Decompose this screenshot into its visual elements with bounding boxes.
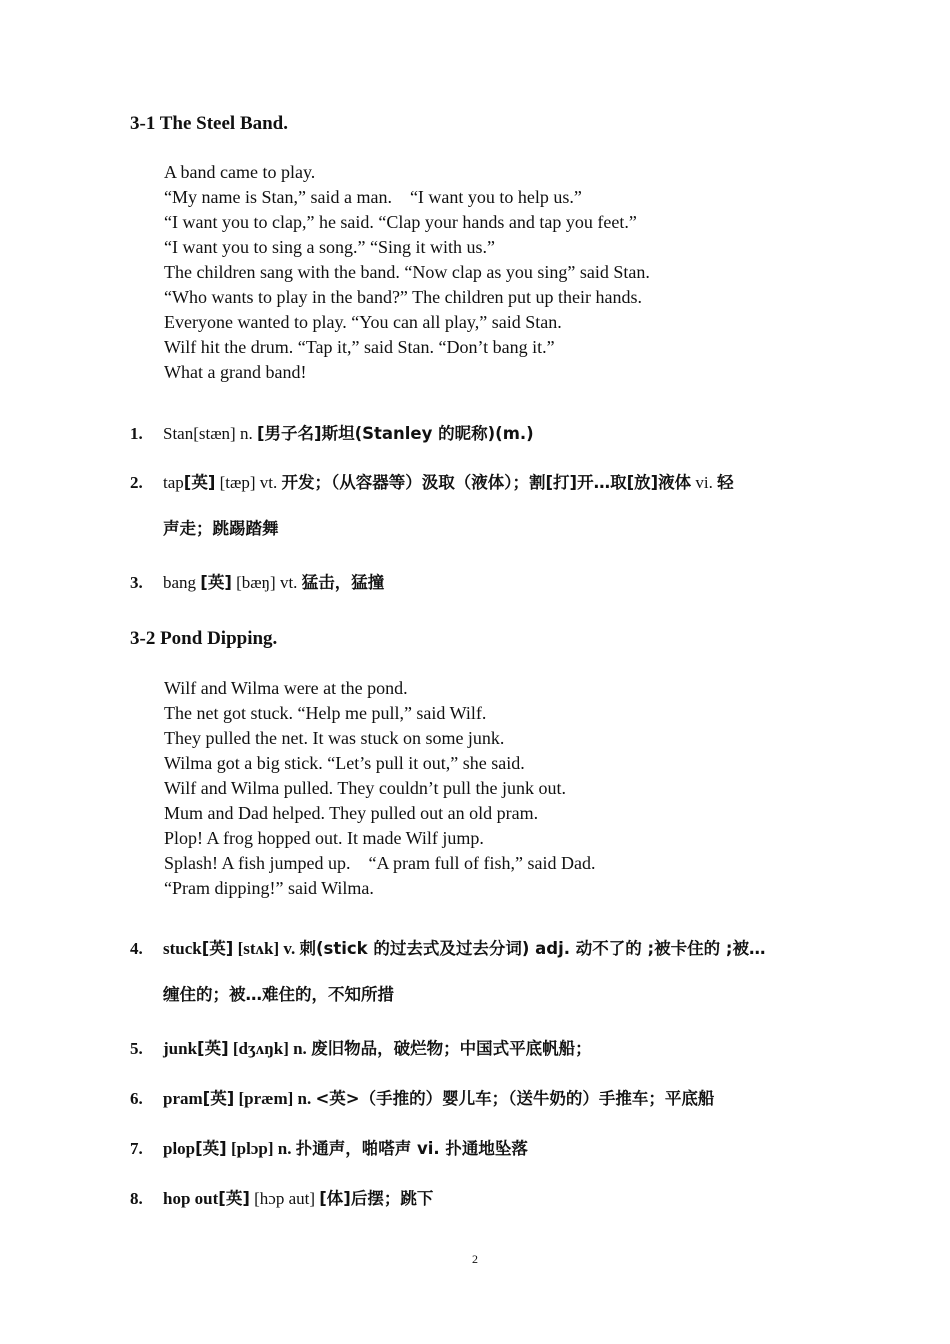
story-line: “My name is Stan,” said a man. “I want you to help us.” <box>164 187 582 207</box>
vocab-word: pram <box>163 1089 203 1108</box>
vocab-item <box>130 1137 850 1161</box>
story-line: “Pram dipping!” said Wilma. <box>164 878 374 898</box>
vocab-item <box>130 1037 850 1061</box>
vocab-definition: 猛击，猛撞 <box>301 573 385 592</box>
vocab-word: plop <box>163 1139 196 1158</box>
vocab-word: Stan[stæn] n. <box>163 424 257 443</box>
vocab-definition: 开发；（从容器等）汲取（液体）；割[打]开…取[放]液体 <box>281 473 692 492</box>
vocab-word: junk <box>163 1039 198 1058</box>
vocab-word: stuck <box>163 939 202 958</box>
story-line: Plop! A frog hopped out. It made Wilf jump. <box>164 828 484 848</box>
story-text <box>164 160 650 385</box>
vocab-item <box>130 460 850 552</box>
story-line: Wilf hit the drum. “Tap it,” said Stan. “Don’t bang it.” <box>164 337 555 357</box>
vocab-definition-continued: 声走；跳踢踏舞 <box>163 519 279 538</box>
story-line: What a grand band! <box>164 362 307 382</box>
vocab-number: 3. <box>130 573 143 592</box>
vocab-definition: 扑通声，啪嗒声 vi. 扑通地坠落 <box>295 1139 528 1158</box>
vocab-phonetic: [bæŋ] vt. <box>231 573 302 592</box>
story-line: The net got stuck. “Help me pull,” said Wilf. <box>164 703 487 723</box>
vocab-number: 6. <box>130 1089 143 1108</box>
story-line: Everyone wanted to play. “You can all play,” said Stan. <box>164 312 562 332</box>
vocab-word: bang <box>163 573 201 592</box>
vocab-phonetic: [stʌk] v. <box>233 939 300 958</box>
story-line: Wilf and Wilma were at the pond. <box>164 678 408 698</box>
vocab-number: 2. <box>130 473 143 492</box>
vocab-definition: 废旧物品，破烂物；中国式平底帆船； <box>311 1039 592 1058</box>
vocab-definition: 轻 <box>717 473 734 492</box>
vocab-phonetic: [hɔp aut] <box>249 1189 320 1208</box>
vocab-phonetic: [dʒʌŋk] n. <box>228 1039 312 1058</box>
section-title: 3-2 Pond Dipping. <box>130 628 278 649</box>
story-line: Wilma got a big stick. “Let’s pull it out,” she said. <box>164 753 525 773</box>
vocab-pos: vi. <box>691 473 718 492</box>
vocab-label: [英] <box>218 1189 250 1208</box>
vocab-number: 5. <box>130 1039 143 1058</box>
story-line: The children sang with the band. “Now clap as you sing” said Stan. <box>164 262 650 282</box>
story-text <box>164 676 595 901</box>
vocab-number: 8. <box>130 1189 143 1208</box>
vocab-item <box>130 1087 850 1111</box>
story-line: They pulled the net. It was stuck on some junk. <box>164 728 505 748</box>
story-line: “I want you to sing a song.” “Sing it with us.” <box>164 237 495 257</box>
story-line: “Who wants to play in the band?” The children put up their hands. <box>164 287 643 307</box>
vocab-label: [英] <box>195 1139 227 1158</box>
vocab-label: [英] <box>183 473 216 492</box>
vocab-number: 1. <box>130 424 143 443</box>
vocab-label: [英] <box>201 939 234 958</box>
vocab-definition: [男子名]斯坦(Stanley 的昵称)(m.) <box>256 424 534 443</box>
vocab-label: [英] <box>197 1039 229 1058</box>
vocab-label: [英] <box>202 1089 235 1108</box>
vocab-number: 7. <box>130 1139 143 1158</box>
vocab-item <box>130 926 850 1018</box>
story-line: Mum and Dad helped. They pulled out an old pram. <box>164 803 539 823</box>
vocab-phonetic: [præm] n. <box>234 1089 316 1108</box>
vocab-item <box>130 422 850 446</box>
story-line: Splash! A fish jumped up. “A pram full of fish,” said Dad. <box>164 853 596 873</box>
vocab-item <box>130 1187 850 1211</box>
section-title: 3-1 The Steel Band. <box>130 113 289 134</box>
story-line: “I want you to clap,” he said. “Clap your hands and tap you feet.” <box>164 212 637 232</box>
vocab-label: [英] <box>200 573 232 592</box>
vocab-word: hop out <box>163 1189 219 1208</box>
vocab-definition: 刺(stick 的过去式及过去分词) adj. 动不了的 ;被卡住的 ;被… <box>299 939 766 958</box>
vocab-phonetic: [plɔp] n. <box>226 1139 296 1158</box>
vocab-word: tap <box>163 473 184 492</box>
story-line: Wilf and Wilma pulled. They couldn’t pull the junk out. <box>164 778 566 798</box>
vocab-definition: [体]后摆；跳下 <box>319 1189 434 1208</box>
page-number: 2 <box>472 1252 478 1266</box>
vocab-phonetic: [tæp] vt. <box>215 473 282 492</box>
vocab-item <box>130 571 850 595</box>
vocab-number: 4. <box>130 939 143 958</box>
vocab-definition-continued: 缠住的；被…难住的，不知所措 <box>163 985 394 1004</box>
vocab-definition: <英>（手推的）婴儿车；（送牛奶的）手推车；平底船 <box>315 1089 715 1108</box>
story-line: A band came to play. <box>164 162 316 182</box>
